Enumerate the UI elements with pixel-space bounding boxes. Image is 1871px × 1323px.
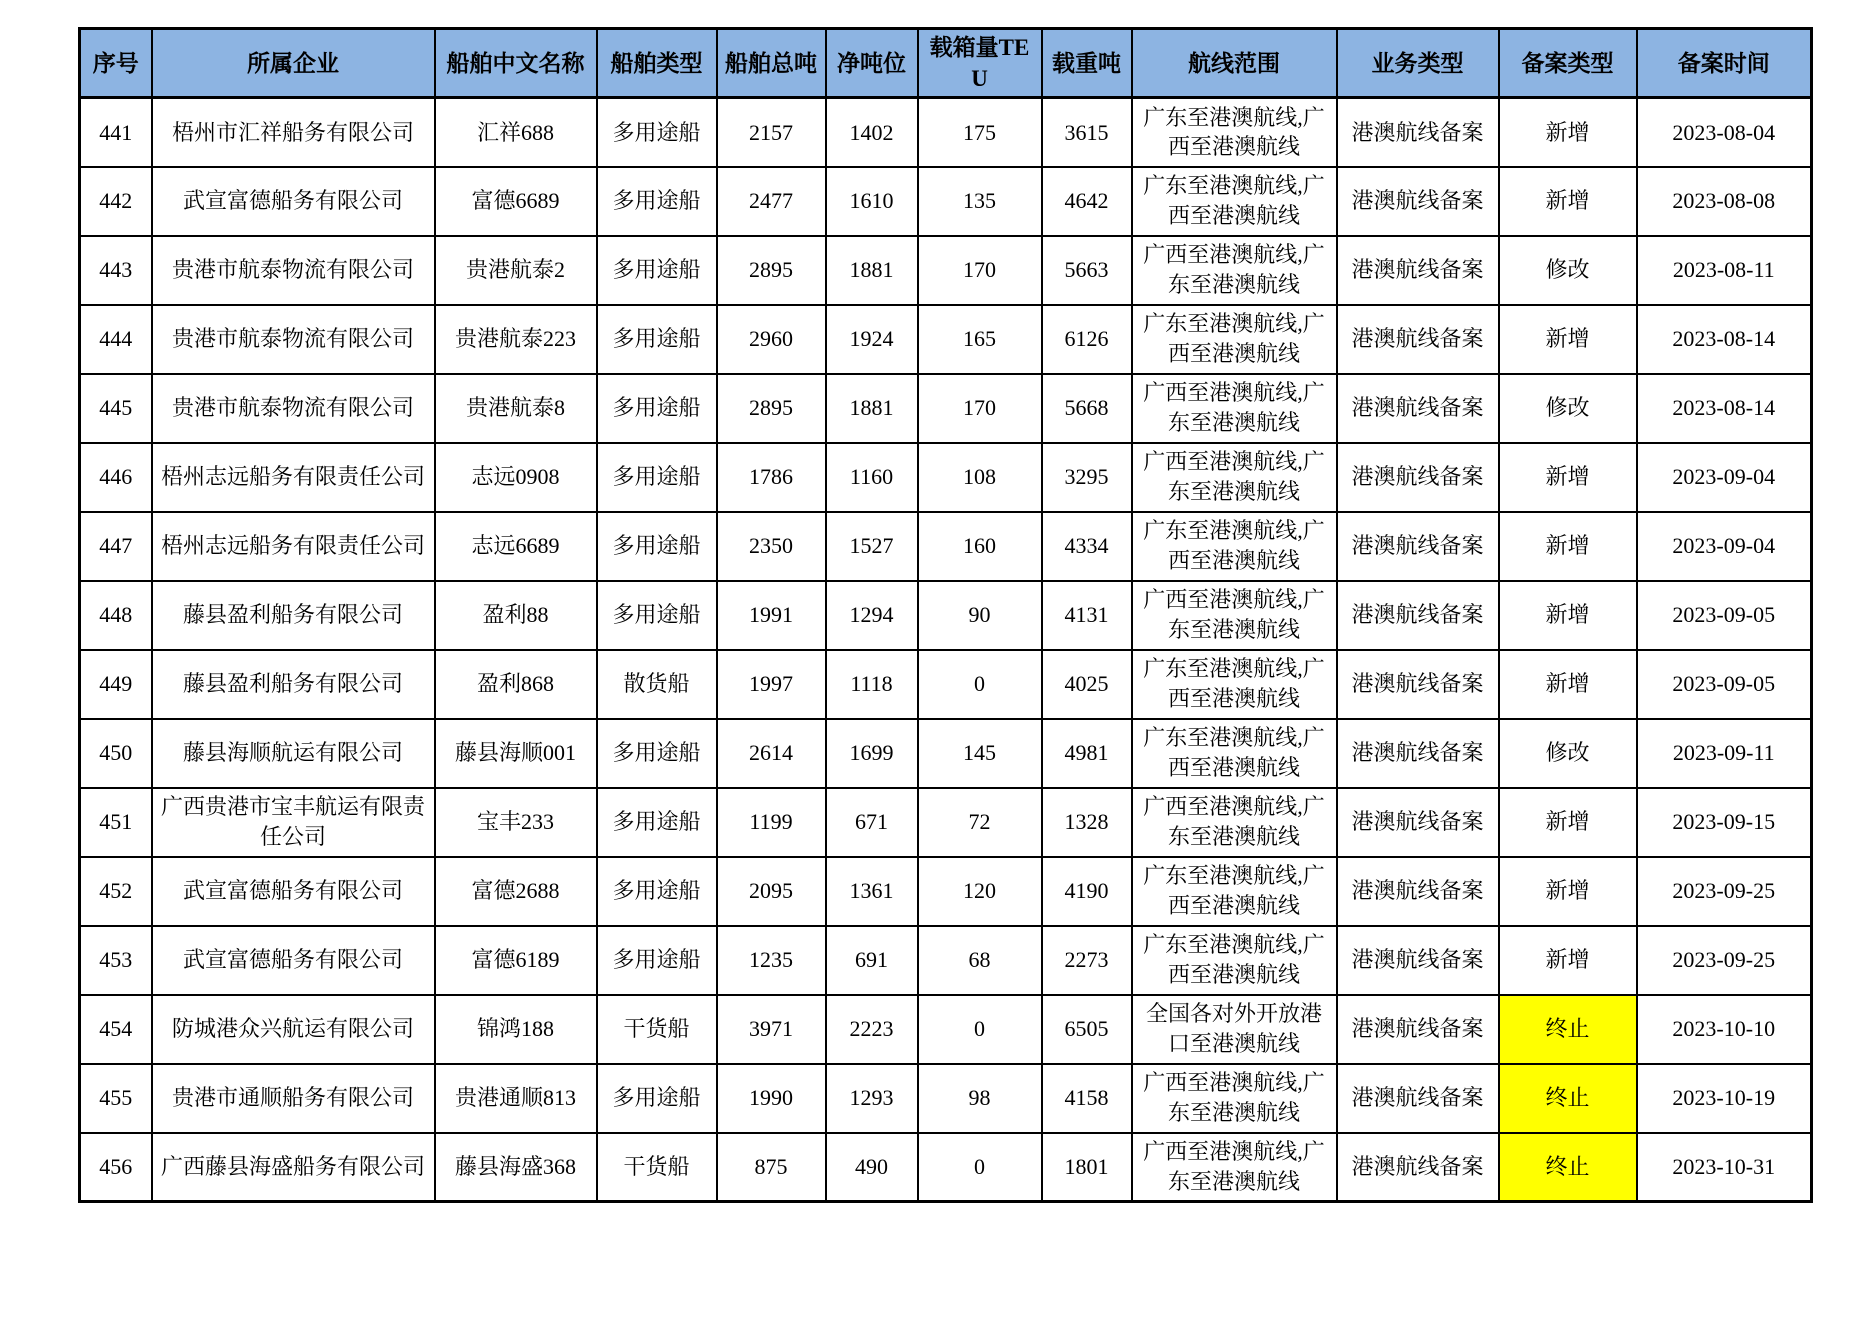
column-header-gross-tonnage: 船舶总吨 [717,29,826,98]
cell-ship-name: 富德2688 [435,857,597,926]
cell-ship-type: 多用途船 [597,857,717,926]
cell-ship-type: 干货船 [597,1133,717,1202]
cell-filing-type: 新增 [1499,788,1637,857]
cell-gross-tonnage: 875 [717,1133,826,1202]
cell-company: 藤县盈利船务有限公司 [152,650,435,719]
table-row [80,1064,1812,1133]
table-row [80,167,1812,236]
cell-seq: 450 [80,719,152,788]
cell-route: 广西至港澳航线,广东至港澳航线 [1132,788,1337,857]
cell-net-tonnage: 671 [826,788,918,857]
cell-ship-name: 贵港通顺813 [435,1064,597,1133]
cell-ship-type: 多用途船 [597,512,717,581]
cell-gross-tonnage: 1199 [717,788,826,857]
cell-company: 武宣富德船务有限公司 [152,167,435,236]
cell-gross-tonnage: 1997 [717,650,826,719]
cell-filing-type: 新增 [1499,512,1637,581]
cell-route: 广西至港澳航线,广东至港澳航线 [1132,236,1337,305]
cell-gross-tonnage: 2895 [717,236,826,305]
cell-business-type: 港澳航线备案 [1337,719,1499,788]
cell-gross-tonnage: 1991 [717,581,826,650]
cell-deadweight: 6126 [1042,305,1132,374]
cell-company: 贵港市航泰物流有限公司 [152,374,435,443]
cell-teu: 0 [918,995,1042,1064]
cell-filing-type: 新增 [1499,581,1637,650]
cell-ship-type: 散货船 [597,650,717,719]
table-row [80,719,1812,788]
cell-seq: 448 [80,581,152,650]
cell-deadweight: 5663 [1042,236,1132,305]
cell-seq: 447 [80,512,152,581]
column-header-net-tonnage: 净吨位 [826,29,918,98]
cell-ship-name: 藤县海盛368 [435,1133,597,1202]
cell-teu: 72 [918,788,1042,857]
cell-route: 广东至港澳航线,广西至港澳航线 [1132,305,1337,374]
cell-seq: 452 [80,857,152,926]
cell-gross-tonnage: 1786 [717,443,826,512]
cell-ship-type: 多用途船 [597,374,717,443]
cell-seq: 445 [80,374,152,443]
cell-business-type: 港澳航线备案 [1337,236,1499,305]
cell-teu: 0 [918,1133,1042,1202]
cell-route: 广西至港澳航线,广东至港澳航线 [1132,1064,1337,1133]
cell-net-tonnage: 2223 [826,995,918,1064]
cell-company: 广西藤县海盛船务有限公司 [152,1133,435,1202]
cell-net-tonnage: 1293 [826,1064,918,1133]
column-header-filing-date: 备案时间 [1637,29,1812,98]
cell-route: 广东至港澳航线,广西至港澳航线 [1132,98,1337,167]
table-row [80,512,1812,581]
cell-net-tonnage: 490 [826,1133,918,1202]
cell-gross-tonnage: 2095 [717,857,826,926]
cell-gross-tonnage: 2895 [717,374,826,443]
cell-deadweight: 5668 [1042,374,1132,443]
cell-net-tonnage: 1881 [826,236,918,305]
ship-filing-table [78,27,1813,1203]
cell-business-type: 港澳航线备案 [1337,581,1499,650]
cell-ship-type: 多用途船 [597,719,717,788]
cell-filing-type: 新增 [1499,305,1637,374]
cell-filing-date: 2023-08-14 [1637,374,1812,443]
cell-teu: 98 [918,1064,1042,1133]
column-header-ship-name: 船舶中文名称 [435,29,597,98]
table-row [80,995,1812,1064]
cell-ship-type: 多用途船 [597,1064,717,1133]
cell-business-type: 港澳航线备案 [1337,512,1499,581]
cell-filing-date: 2023-09-05 [1637,650,1812,719]
cell-gross-tonnage: 2477 [717,167,826,236]
cell-filing-date: 2023-08-04 [1637,98,1812,167]
table-row [80,374,1812,443]
cell-deadweight: 4190 [1042,857,1132,926]
cell-teu: 135 [918,167,1042,236]
cell-route: 广西至港澳航线,广东至港澳航线 [1132,1133,1337,1202]
column-header-company: 所属企业 [152,29,435,98]
cell-route: 广东至港澳航线,广西至港澳航线 [1132,926,1337,995]
cell-company: 防城港众兴航运有限公司 [152,995,435,1064]
table-row [80,788,1812,857]
cell-route: 广东至港澳航线,广西至港澳航线 [1132,857,1337,926]
cell-deadweight: 6505 [1042,995,1132,1064]
cell-filing-date: 2023-10-19 [1637,1064,1812,1133]
cell-filing-date: 2023-08-08 [1637,167,1812,236]
cell-filing-type: 修改 [1499,374,1637,443]
cell-teu: 0 [918,650,1042,719]
cell-filing-type: 新增 [1499,926,1637,995]
cell-net-tonnage: 1924 [826,305,918,374]
cell-company: 梧州志远船务有限责任公司 [152,512,435,581]
cell-business-type: 港澳航线备案 [1337,443,1499,512]
cell-filing-date: 2023-09-11 [1637,719,1812,788]
cell-net-tonnage: 691 [826,926,918,995]
cell-business-type: 港澳航线备案 [1337,995,1499,1064]
cell-filing-date: 2023-09-04 [1637,512,1812,581]
cell-ship-type: 干货船 [597,995,717,1064]
cell-filing-date: 2023-09-05 [1637,581,1812,650]
cell-business-type: 港澳航线备案 [1337,650,1499,719]
cell-ship-name: 贵港航泰223 [435,305,597,374]
cell-business-type: 港澳航线备案 [1337,305,1499,374]
cell-company: 梧州志远船务有限责任公司 [152,443,435,512]
cell-company: 贵港市通顺船务有限公司 [152,1064,435,1133]
cell-seq: 449 [80,650,152,719]
cell-teu: 68 [918,926,1042,995]
cell-company: 藤县海顺航运有限公司 [152,719,435,788]
cell-net-tonnage: 1881 [826,374,918,443]
table-body [80,98,1812,1202]
cell-business-type: 港澳航线备案 [1337,374,1499,443]
cell-ship-name: 宝丰233 [435,788,597,857]
cell-seq: 446 [80,443,152,512]
cell-teu: 145 [918,719,1042,788]
cell-company: 藤县盈利船务有限公司 [152,581,435,650]
cell-route: 广西至港澳航线,广东至港澳航线 [1132,581,1337,650]
table-row [80,443,1812,512]
cell-net-tonnage: 1402 [826,98,918,167]
cell-business-type: 港澳航线备案 [1337,98,1499,167]
cell-route: 广西至港澳航线,广东至港澳航线 [1132,374,1337,443]
column-header-seq: 序号 [80,29,152,98]
cell-seq: 441 [80,98,152,167]
cell-ship-name: 藤县海顺001 [435,719,597,788]
cell-business-type: 港澳航线备案 [1337,788,1499,857]
cell-filing-type: 新增 [1499,98,1637,167]
column-header-business-type: 业务类型 [1337,29,1499,98]
column-header-deadweight: 载重吨 [1042,29,1132,98]
cell-filing-date: 2023-09-25 [1637,857,1812,926]
cell-net-tonnage: 1610 [826,167,918,236]
cell-deadweight: 4025 [1042,650,1132,719]
cell-deadweight: 3615 [1042,98,1132,167]
cell-ship-name: 盈利868 [435,650,597,719]
cell-filing-date: 2023-09-15 [1637,788,1812,857]
cell-net-tonnage: 1294 [826,581,918,650]
cell-gross-tonnage: 2157 [717,98,826,167]
cell-seq: 444 [80,305,152,374]
cell-route: 广东至港澳航线,广西至港澳航线 [1132,167,1337,236]
cell-route: 全国各对外开放港口至港澳航线 [1132,995,1337,1064]
cell-filing-type: 新增 [1499,857,1637,926]
cell-business-type: 港澳航线备案 [1337,926,1499,995]
cell-filing-type: 修改 [1499,236,1637,305]
table-row [80,581,1812,650]
cell-deadweight: 4334 [1042,512,1132,581]
cell-business-type: 港澳航线备案 [1337,1064,1499,1133]
cell-seq: 453 [80,926,152,995]
table-row [80,98,1812,167]
cell-filing-type: 修改 [1499,719,1637,788]
cell-ship-name: 志远6689 [435,512,597,581]
cell-deadweight: 4158 [1042,1064,1132,1133]
cell-teu: 120 [918,857,1042,926]
cell-company: 贵港市航泰物流有限公司 [152,236,435,305]
cell-gross-tonnage: 3971 [717,995,826,1064]
cell-ship-type: 多用途船 [597,167,717,236]
cell-ship-type: 多用途船 [597,926,717,995]
cell-net-tonnage: 1361 [826,857,918,926]
table-row [80,926,1812,995]
cell-filing-type: 新增 [1499,443,1637,512]
table-row [80,305,1812,374]
cell-seq: 451 [80,788,152,857]
ship-filing-table-wrap [78,27,1813,1203]
cell-ship-name: 锦鸿188 [435,995,597,1064]
column-header-route: 航线范围 [1132,29,1337,98]
cell-ship-type: 多用途船 [597,98,717,167]
table-row [80,650,1812,719]
cell-gross-tonnage: 2614 [717,719,826,788]
cell-route: 广东至港澳航线,广西至港澳航线 [1132,512,1337,581]
cell-filing-type: 终止 [1499,1064,1637,1133]
cell-teu: 108 [918,443,1042,512]
cell-filing-date: 2023-08-14 [1637,305,1812,374]
column-header-ship-type: 船舶类型 [597,29,717,98]
cell-ship-name: 志远0908 [435,443,597,512]
table-row [80,236,1812,305]
cell-seq: 456 [80,1133,152,1202]
cell-deadweight: 4642 [1042,167,1132,236]
cell-net-tonnage: 1699 [826,719,918,788]
cell-net-tonnage: 1527 [826,512,918,581]
cell-company: 梧州市汇祥船务有限公司 [152,98,435,167]
cell-seq: 443 [80,236,152,305]
cell-route: 广东至港澳航线,广西至港澳航线 [1132,650,1337,719]
cell-business-type: 港澳航线备案 [1337,1133,1499,1202]
cell-deadweight: 1328 [1042,788,1132,857]
cell-route: 广西至港澳航线,广东至港澳航线 [1132,443,1337,512]
cell-deadweight: 1801 [1042,1133,1132,1202]
cell-seq: 455 [80,1064,152,1133]
cell-teu: 165 [918,305,1042,374]
cell-ship-type: 多用途船 [597,305,717,374]
header-row [80,29,1812,98]
cell-ship-name: 富德6689 [435,167,597,236]
cell-company: 贵港市航泰物流有限公司 [152,305,435,374]
cell-filing-type: 新增 [1499,650,1637,719]
cell-gross-tonnage: 1990 [717,1064,826,1133]
cell-net-tonnage: 1118 [826,650,918,719]
cell-seq: 442 [80,167,152,236]
cell-teu: 170 [918,374,1042,443]
column-header-teu: 载箱量TEU [918,29,1042,98]
table-row [80,1133,1812,1202]
cell-filing-date: 2023-09-04 [1637,443,1812,512]
cell-gross-tonnage: 2350 [717,512,826,581]
cell-deadweight: 3295 [1042,443,1132,512]
cell-ship-name: 汇祥688 [435,98,597,167]
cell-ship-name: 富德6189 [435,926,597,995]
cell-deadweight: 2273 [1042,926,1132,995]
cell-ship-type: 多用途船 [597,443,717,512]
cell-gross-tonnage: 1235 [717,926,826,995]
cell-filing-date: 2023-09-25 [1637,926,1812,995]
cell-teu: 160 [918,512,1042,581]
cell-teu: 175 [918,98,1042,167]
cell-business-type: 港澳航线备案 [1337,167,1499,236]
cell-filing-type: 新增 [1499,167,1637,236]
cell-filing-type: 终止 [1499,1133,1637,1202]
cell-ship-name: 贵港航泰8 [435,374,597,443]
cell-deadweight: 4131 [1042,581,1132,650]
cell-ship-name: 贵港航泰2 [435,236,597,305]
cell-filing-date: 2023-08-11 [1637,236,1812,305]
table-row [80,857,1812,926]
cell-ship-type: 多用途船 [597,581,717,650]
cell-company: 广西贵港市宝丰航运有限责任公司 [152,788,435,857]
cell-ship-type: 多用途船 [597,788,717,857]
cell-filing-type: 终止 [1499,995,1637,1064]
cell-business-type: 港澳航线备案 [1337,857,1499,926]
cell-gross-tonnage: 2960 [717,305,826,374]
cell-ship-type: 多用途船 [597,236,717,305]
cell-company: 武宣富德船务有限公司 [152,926,435,995]
cell-filing-date: 2023-10-31 [1637,1133,1812,1202]
cell-deadweight: 4981 [1042,719,1132,788]
cell-teu: 90 [918,581,1042,650]
cell-company: 武宣富德船务有限公司 [152,857,435,926]
cell-net-tonnage: 1160 [826,443,918,512]
cell-teu: 170 [918,236,1042,305]
cell-seq: 454 [80,995,152,1064]
cell-route: 广东至港澳航线,广西至港澳航线 [1132,719,1337,788]
cell-ship-name: 盈利88 [435,581,597,650]
cell-filing-date: 2023-10-10 [1637,995,1812,1064]
column-header-filing-type: 备案类型 [1499,29,1637,98]
